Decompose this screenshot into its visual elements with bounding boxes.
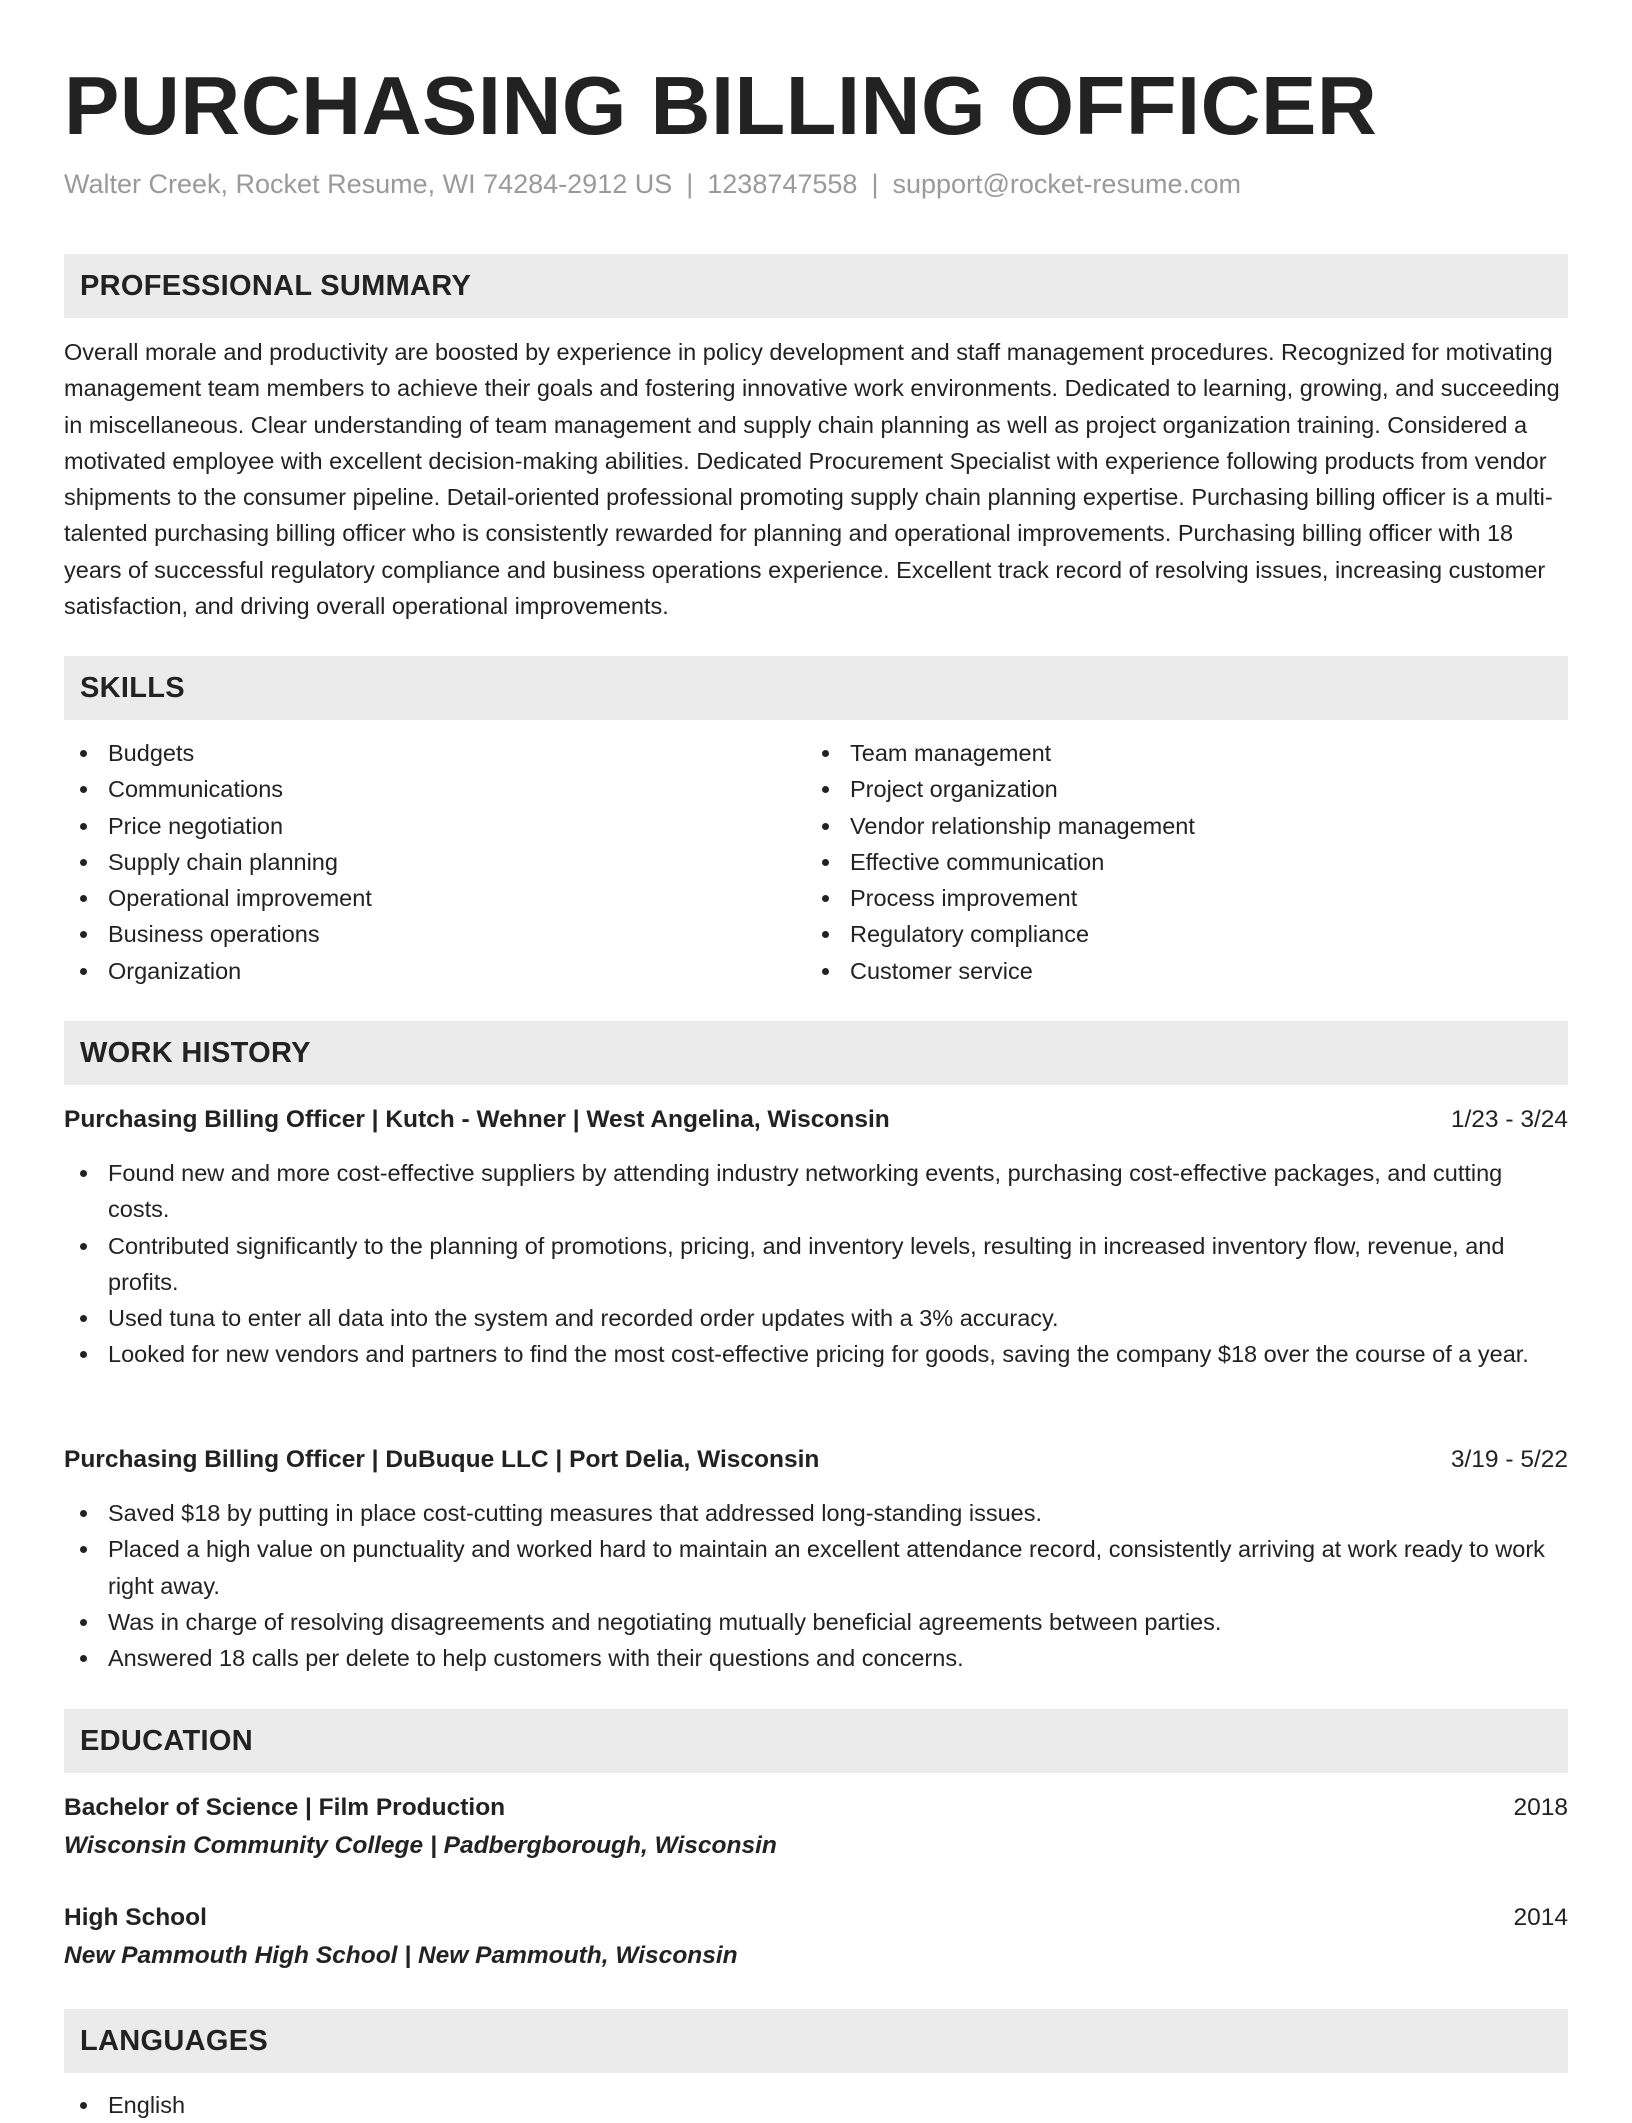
skill-item: Budgets [64, 735, 804, 771]
languages-list [64, 2087, 1568, 2123]
job-duty-item: Answered 18 calls per delete to help customers with their questions and concerns. [64, 1640, 1568, 1676]
skill-item: Business operations [64, 916, 804, 952]
job-header [64, 1102, 1568, 1138]
job-duties [64, 1495, 1568, 1676]
job-duty-item: Looked for new vendors and partners to find the most cost-effective pricing for goods, saving the company $18 over the course of a year. [64, 1336, 1568, 1372]
skill-item: Project organization [806, 771, 1546, 807]
section-title-skills: SKILLS [80, 672, 185, 704]
section-header-skills [64, 656, 1568, 720]
contact-separator: | [686, 169, 694, 199]
section-title-languages: LANGUAGES [80, 2025, 268, 2057]
skill-item: Customer service [806, 953, 1546, 989]
job-dates: 3/19 - 5/22 [1450, 1446, 1568, 1473]
section-title-education: EDUCATION [80, 1725, 253, 1757]
job-duty-item: Found new and more cost-effective suppliers by attending industry networking events, purchasing cost-effective packages, and cutting costs. [64, 1155, 1568, 1228]
skill-item: Communications [64, 771, 804, 807]
job-title: Purchasing Billing Officer | DuBuque LLC | Port Delia, Wisconsin [64, 1446, 820, 1473]
education-school: New Pammouth High School | New Pammouth, Wisconsin [64, 1942, 738, 1969]
candidate-name: PURCHASING BILLING OFFICER [64, 59, 1378, 152]
skill-item: Organization [64, 953, 804, 989]
job-duty-item: Placed a high value on punctuality and worked hard to maintain an excellent attendance record, consistently arriving at work ready to work right away. [64, 1531, 1568, 1604]
education-degree: Bachelor of Science | Film Production [64, 1794, 506, 1821]
education-header [64, 1900, 1568, 1936]
skill-item: Price negotiation [64, 808, 804, 844]
education-date: 2014 [1513, 1904, 1568, 1931]
job-duties-list [64, 1155, 1568, 1373]
skills-column-right [806, 735, 1546, 989]
section-title-work: WORK HISTORY [80, 1037, 311, 1069]
skill-item: Process improvement [806, 880, 1546, 916]
education-header [64, 1790, 1568, 1826]
skills-column-left [64, 735, 804, 989]
summary-text: Overall morale and productivity are boosted by experience in policy development and staff management procedures. Recognized for motivating management team members to achieve their goals and fostering innovative work environments. Dedicated to learning, growing, and succeeding in miscellaneous. Clear understanding of team management and supply chain planning as well as project organization training. Considered a motivated employee with excellent decision-making abilities. Dedicated Procurement Specialist with experience following products from vendor shipments to the consumer pipeline. Detail-oriented professional promoting supply chain planning expertise. Purchasing billing officer is a multi-talented purchasing billing officer who is consistently rewarded for planning and operational improvements. Purchasing billing officer with 18 years of successful regulatory compliance and business operations experience. Excellent track record of resolving issues, increasing customer satisfaction, and driving overall operational improvements. [64, 339, 1560, 620]
section-header-languages [64, 2009, 1568, 2073]
skill-item: Operational improvement [64, 880, 804, 916]
contact-separator: | [871, 169, 879, 199]
job-duties [64, 1155, 1568, 1373]
section-header-summary [64, 254, 1568, 318]
skill-item: Vendor relationship management [806, 808, 1546, 844]
education-date: 2018 [1513, 1794, 1568, 1821]
skills-list-right [806, 735, 1546, 989]
job-duty-item: Used tuna to enter all data into the system and recorded order updates with a 3% accuracy. [64, 1300, 1568, 1336]
section-header-education [64, 1709, 1568, 1773]
contact-line [64, 164, 1241, 204]
job-duty-item: Saved $18 by putting in place cost-cutting measures that addressed long-standing issues. [64, 1495, 1568, 1531]
skill-item: Team management [806, 735, 1546, 771]
job-duty-item: Was in charge of resolving disagreements and negotiating mutually beneficial agreements between parties. [64, 1604, 1568, 1640]
skills-list-left [64, 735, 804, 989]
education-degree: High School [64, 1904, 207, 1931]
languages-list-wrapper [64, 2087, 1568, 2123]
contact-phone: 1238747558 [707, 169, 858, 199]
job-title: Purchasing Billing Officer | Kutch - Wehner | West Angelina, Wisconsin [64, 1106, 890, 1133]
job-duties-list [64, 1495, 1568, 1676]
education-school: Wisconsin Community College | Padbergborough, Wisconsin [64, 1832, 777, 1859]
skill-item: Supply chain planning [64, 844, 804, 880]
contact-address: Walter Creek, Rocket Resume, WI 74284-2912 US [64, 169, 673, 199]
language-item: English [64, 2087, 1568, 2123]
skill-item: Regulatory compliance [806, 916, 1546, 952]
contact-email: support@rocket-resume.com [892, 169, 1241, 199]
section-header-work [64, 1021, 1568, 1085]
job-dates: 1/23 - 3/24 [1450, 1106, 1568, 1133]
skill-item: Effective communication [806, 844, 1546, 880]
section-title-summary: PROFESSIONAL SUMMARY [80, 270, 472, 302]
job-duty-item: Contributed significantly to the planning of promotions, pricing, and inventory levels, resulting in increased inventory flow, revenue, and profits. [64, 1228, 1568, 1301]
job-header [64, 1442, 1568, 1478]
